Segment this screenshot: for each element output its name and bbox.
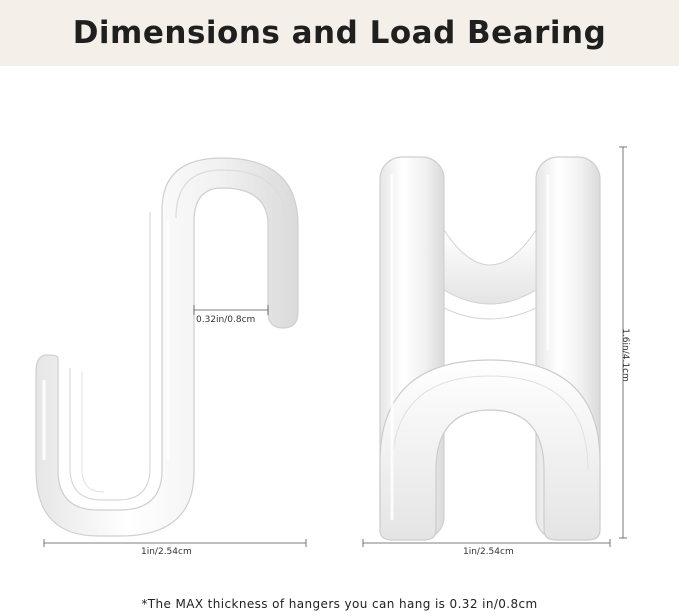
product-illustration — [0, 66, 679, 616]
h-hook-height-label: 1.6in/4.1cm — [619, 328, 630, 382]
gap-dimension — [194, 305, 268, 315]
s-hook — [36, 158, 298, 536]
gap-label: 0.32in/0.8cm — [196, 315, 256, 325]
s-hook-width-label: 1in/2.54cm — [141, 547, 192, 557]
title-banner — [0, 0, 679, 66]
footnote: *The MAX thickness of hangers you can hang is 0.32 in/0.8cm — [141, 597, 538, 611]
page-title: Dimensions and Load Bearing — [72, 15, 607, 51]
s-hook-width-dimension — [44, 539, 306, 547]
h-hook-width-label: 1in/2.54cm — [463, 547, 514, 557]
h-hook — [380, 157, 600, 540]
